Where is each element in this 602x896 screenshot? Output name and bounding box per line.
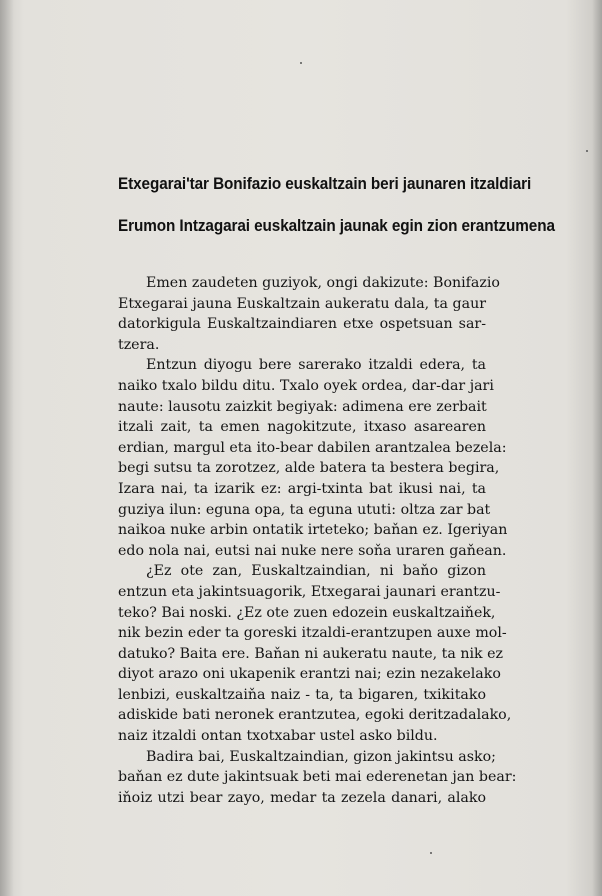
body-line: itzali zait, ta emen nagokitzute, itxaso asarearen <box>118 419 486 436</box>
body-line: guziya ilun: eguna opa, ta eguna ututi: oltza zar bat <box>118 501 491 518</box>
body-line: baňan ez dute jakintsuak beti mai ederenetan jan bear: <box>118 769 517 786</box>
body-line: diyot arazo oni ukapenik erantzi nai; ezin nezakelako <box>118 666 501 683</box>
title-line-2: Erumon Intzagarai euskaltzain jaunak egin zion erantzumena <box>118 216 555 235</box>
body-line: entzun eta jakintsuagorik, Etxegarai jaunari erantzu- <box>118 583 501 600</box>
body-line: ¿Ez ote zan, Euskaltzaindian, ni baňo gizon <box>146 563 486 580</box>
body-line: naikoa nuke arbin ontatik irteteko; baňan ez. Igeriyan <box>118 522 508 539</box>
page-edge-shadow <box>592 0 602 896</box>
body-line: erdian, margul eta ito-bear dabilen arantzalea bezela: <box>118 439 507 456</box>
body-line: lenbizi, euskaltzaiňa naiz - ta, ta bigaren, txikitako <box>118 686 486 703</box>
body-line: begi sutsu ta zorotzez, alde batera ta bestera begira, <box>118 460 500 477</box>
page-title <box>118 172 555 238</box>
body-line: iňoiz utzi bear zayo, medar ta zezela danari, alako <box>118 789 486 806</box>
body-line: nik bezin eder ta goreski itzaldi-erantzupen auxe mol- <box>118 625 507 642</box>
body-line: teko? Bai noski. ¿Ez ote zuen edozein euskaltzaiňek, <box>118 604 496 621</box>
paper-speck <box>430 852 432 854</box>
body-line: datorkigula Euskaltzaindiaren etxe ospetsuan sar- <box>118 316 486 333</box>
body-line: Emen zaudeten guziyok, ongi dakizute: Bonifazio <box>146 275 500 291</box>
paper-speck <box>586 150 588 152</box>
body-line: naute: lausotu zaizkit begiyak: adimena ere zerbait <box>118 398 487 415</box>
body-line: datuko? Baita ere. Baňan ni aukeratu naute, ta nik ez <box>118 645 503 662</box>
body-line: Izara nai, ta izarik ez: argi-txinta bat ikusi nai, ta <box>118 480 486 497</box>
body-line: tzera. <box>118 336 160 353</box>
body-line: edo nola nai, eutsi nai nuke nere soňa uraren gaňean. <box>118 542 507 559</box>
body-line: adiskide bati neronek erantzutea, egoki deritzadalako, <box>118 707 512 724</box>
body-line: Entzun diyogu bere sarerako itzaldi edera, ta <box>146 357 486 374</box>
title-line-1: Etxegarai'tar Bonifazio euskaltzain beri jaunaren itzaldiari <box>118 174 532 193</box>
body-line: Badira bai, Euskaltzaindian, gizon jakintsu asko; <box>146 748 496 765</box>
body-line: Etxegarai jauna Euskaltzain aukeratu dala, ta gaur <box>118 295 486 312</box>
body-line: naiz itzaldi ontan txotxabar ustel asko bildu. <box>118 728 438 745</box>
body-text <box>118 273 517 808</box>
body-line: naiko txalo bildu ditu. Txalo oyek ordea, dar-dar jari <box>118 377 494 394</box>
page-spine-shadow <box>0 0 14 896</box>
paper-speck <box>300 62 302 64</box>
